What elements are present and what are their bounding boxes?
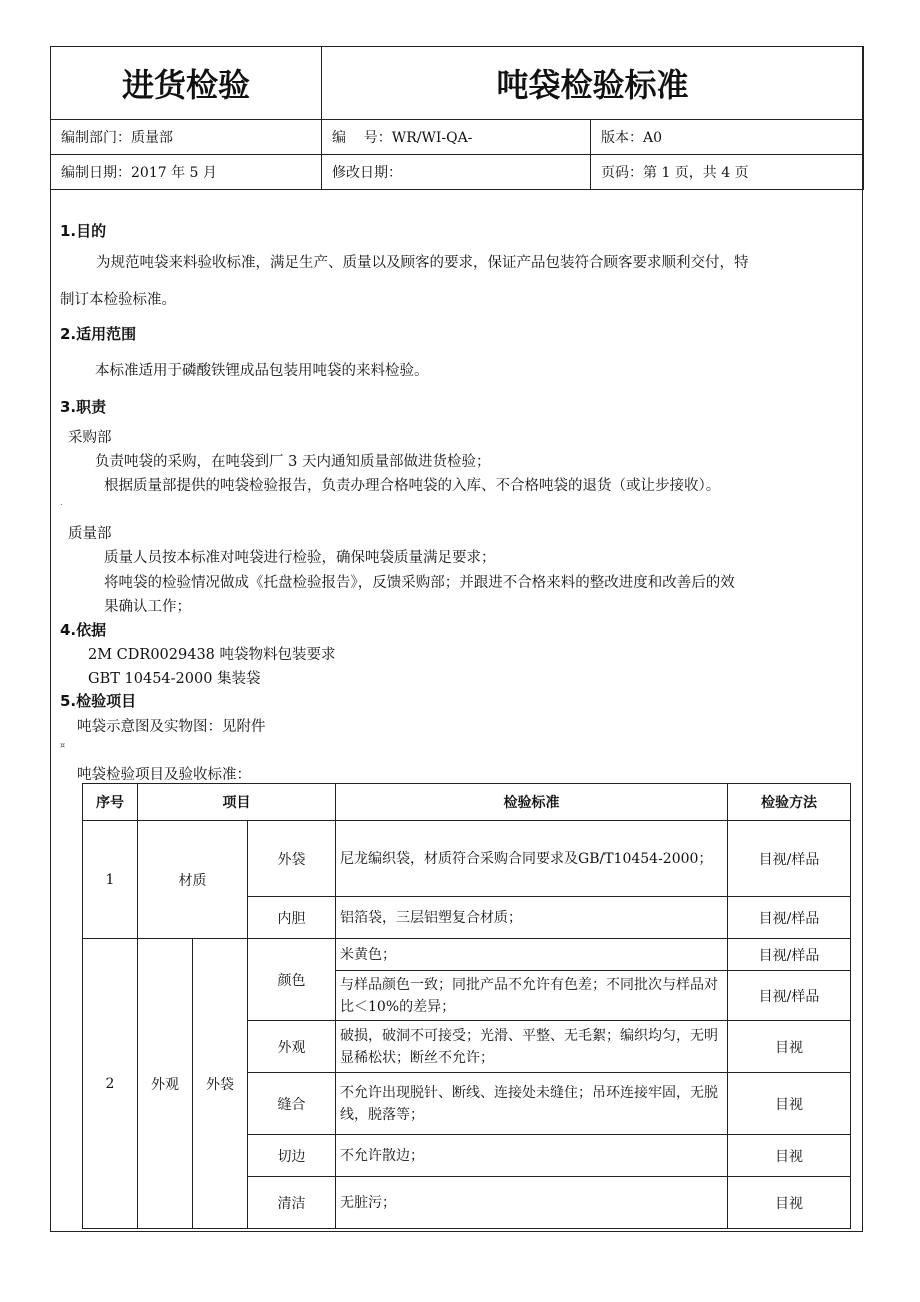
left-title: 进货检验 [51, 47, 322, 120]
modify-field: 修改日期： [322, 155, 591, 190]
row-standard: 尼龙编织袋，材质符合采购合同要求及GB/T10454-2000； [336, 821, 728, 897]
header-no: 序号 [83, 784, 138, 821]
row-item: 外袋 [248, 821, 336, 897]
purchase-duty-1: 负责吨袋的采购，在吨袋到厂 3 天内通知质量部做进货检验； [95, 454, 491, 470]
row-method: 目视/样品 [728, 971, 851, 1021]
purpose-text-line1: 为规范吨袋来料验收标准，满足生产、质量以及顾客的要求，保证产品包装符合顾客要求顺利交付，特 [96, 255, 749, 271]
table-header-row [83, 784, 851, 821]
row-no: 1 [83, 821, 138, 939]
section-items-title: 5.检验项目 [60, 692, 137, 710]
row-standard: 与样品颜色一致；同批产品不允许有色差；不同批次与样品对比＜10%的差异； [336, 971, 728, 1021]
row-item: 颜色 [248, 939, 336, 1021]
row-method: 目视 [728, 1021, 851, 1073]
scope-text: 本标准适用于磷酸铁锂成品包装用吨袋的来料检验。 [95, 363, 429, 379]
section-scope-title: 2.适用范围 [60, 325, 137, 343]
row-item: 外观 [248, 1021, 336, 1073]
header-method: 检验方法 [728, 784, 851, 821]
row-standard: 铝箔袋，三层铝塑复合材质； [336, 897, 728, 939]
doc-title: 吨袋检验标准 [322, 47, 864, 120]
code-field: 编 号：WR/WI-QA- [322, 120, 591, 155]
row-method: 目视/样品 [728, 897, 851, 939]
version-field: 版本：A0 [591, 120, 864, 155]
row-item: 切边 [248, 1135, 336, 1177]
purpose-text-line2: 制订本检验标准。 [60, 292, 176, 308]
row-standard: 不允许散边； [336, 1135, 728, 1177]
row-standard: 不允许出现脱针、断线、连接处未缝住；吊环连接牢固，无脱线，脱落等； [336, 1073, 728, 1135]
row-standard: 破损，破洞不可接受；光滑、平整、无毛絮；编织均匀，无明显稀松状；断丝不允许； [336, 1021, 728, 1073]
section-basis-title: 4.依据 [60, 621, 107, 639]
row-method: 目视/样品 [728, 939, 851, 971]
section-purpose-title: 1.目的 [60, 222, 107, 240]
row-standard: 米黄色； [336, 939, 728, 971]
quality-duty-2: 将吨袋的检验情况做成《托盘检验报告》，反馈采购部；并跟进不合格来料的整改进度和改善后的效 [104, 575, 735, 591]
header-table [50, 46, 864, 190]
row-no: 2 [83, 939, 138, 1229]
row-item: 缝合 [248, 1073, 336, 1135]
row-category: 外观 [138, 939, 193, 1229]
table-row [83, 821, 851, 897]
row-method: 目视 [728, 1177, 851, 1229]
row-method: 目视 [728, 1135, 851, 1177]
stray-dot: . [60, 498, 63, 507]
page-field: 页码：第 1 页，共 4 页 [591, 155, 864, 190]
table-row [83, 939, 851, 971]
header-item: 项目 [138, 784, 336, 821]
items-table-caption: 吨袋检验项目及验收标准： [77, 767, 251, 783]
header-standard: 检验标准 [336, 784, 728, 821]
row-subcategory: 外袋 [193, 939, 248, 1229]
row-item: 内胆 [248, 897, 336, 939]
row-method: 目视 [728, 1073, 851, 1135]
date-field: 编制日期：2017 年 5 月 [51, 155, 322, 190]
quality-duty-3: 果确认工作； [104, 599, 191, 615]
section-duty-title: 3.职责 [60, 398, 107, 416]
quality-duty-1: 质量人员按本标准对吨袋进行检验，确保吨袋质量满足要求； [104, 550, 496, 566]
row-standard: 无脏污； [336, 1177, 728, 1229]
inspection-table [82, 783, 851, 1229]
purchase-dept-label: 采购部 [68, 430, 112, 446]
purchase-duty-2: 根据质量部提供的吨袋检验报告，负责办理合格吨袋的入库、不合格吨袋的退货（或让步接收）。 [104, 478, 721, 494]
quality-dept-label: 质量部 [68, 526, 112, 542]
basis-item-1: 2M CDR0029438 吨袋物料包装要求 [88, 647, 336, 663]
items-attachment-note: 吨袋示意图及实物图：见附件 [77, 719, 266, 735]
dept-field: 编制部门：质量部 [51, 120, 322, 155]
row-method: 目视/样品 [728, 821, 851, 897]
row-category: 材质 [138, 821, 248, 939]
stray-dot: ¤ [60, 741, 66, 750]
basis-item-2: GBT 10454-2000 集装袋 [88, 671, 261, 687]
row-item: 清洁 [248, 1177, 336, 1229]
